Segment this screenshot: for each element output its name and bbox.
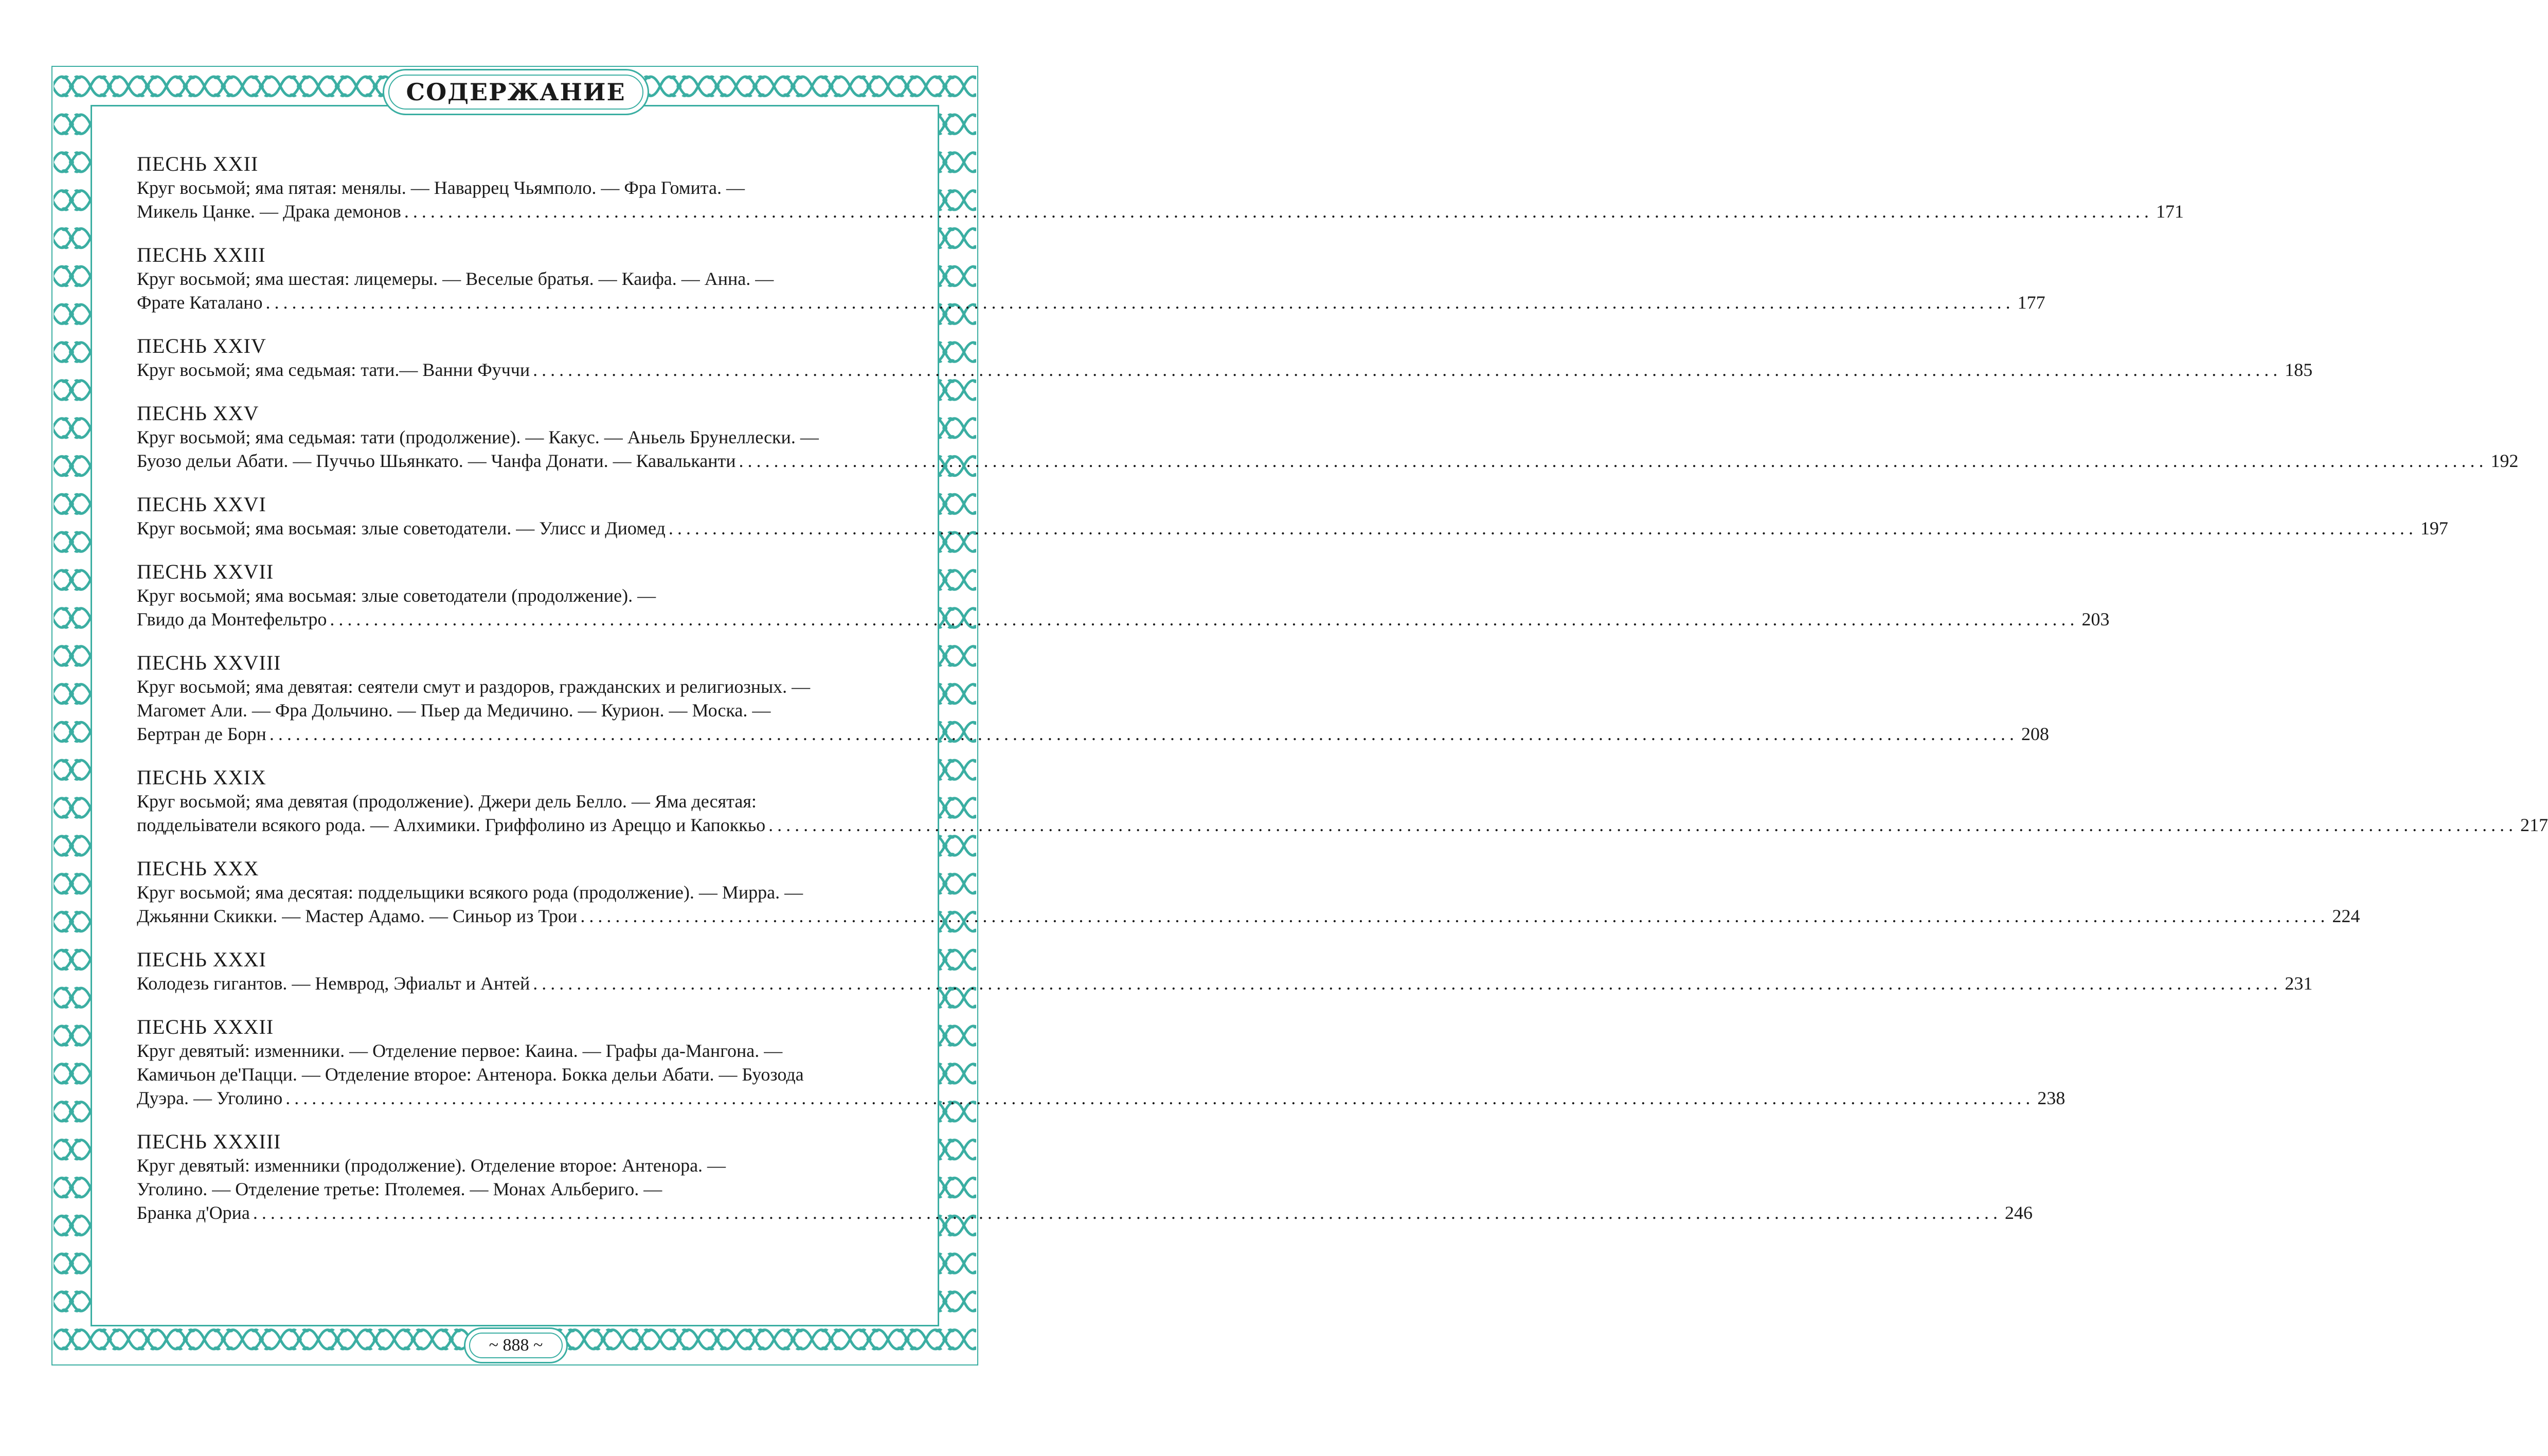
canto-summary-line: Круг восьмой; яма восьмая: злые советодатели. — Улисс и Диомед — [137, 518, 666, 538]
page-reference: 192 — [2490, 451, 2519, 471]
page-title: СОДЕРЖАНИЕ — [406, 78, 626, 106]
canto-title: ПЕСНЬ XXXIII — [137, 1130, 281, 1153]
canto-title: ПЕСНЬ XXVI — [137, 493, 266, 516]
canto-title: ПЕСНЬ XXXII — [137, 1015, 274, 1038]
canto-summary-line: Микель Цанке. — Драка демонов — [137, 201, 401, 222]
toc-entry — [137, 948, 2313, 995]
toc-entry — [137, 243, 2045, 314]
toc-entry — [137, 1015, 2066, 1110]
canto-summary-line: Круг восьмой; яма седьмая: тати.— Ванни Фуччи — [137, 359, 530, 380]
page-reference: 217 — [2520, 815, 2548, 835]
toc-leader-line — [137, 904, 2360, 928]
toc-leader-line — [137, 291, 2045, 314]
canto-summary-line: Круг восьмой; яма восьмая: злые советодатели (продолжение). — — [137, 585, 656, 606]
page-reference: 246 — [2004, 1202, 2033, 1223]
canto-title: ПЕСНЬ XXX — [137, 857, 259, 880]
toc-entry — [137, 560, 2110, 631]
table-of-contents — [137, 152, 2548, 1245]
toc-entry — [137, 152, 2184, 223]
dot-leader: ........................................................................................................................................................................................................ — [404, 201, 2153, 222]
canto-summary-line: Гвидо да Монтефельтро — [137, 609, 327, 630]
dot-leader: ........................................................................................................................................................................................................ — [533, 973, 2282, 994]
toc-leader-line — [137, 449, 2519, 473]
canto-summary-line: Круг восьмой; яма пятая: менялы. — Наваррец Чьямполо. — Фра Гомита. — — [137, 177, 745, 198]
folio-cartouche — [464, 1327, 568, 1363]
canto-summary-line: Круг девятый: изменники (продолжение). Отделение второе: Антенора. — — [137, 1155, 726, 1176]
toc-entry — [137, 493, 2448, 540]
toc-entry — [137, 857, 2360, 928]
dot-leader: ........................................................................................................................................................................................................ — [668, 518, 2417, 538]
canto-summary-line: Круг восьмой; яма девятая: сеятели смут и раздоров, гражданских и религиозных. — — [137, 676, 811, 697]
canto-summary-line: Буозо дельи Абати. — Пуччьо Шьянкато. — Чанфа Донати. — Кавальканти — [137, 451, 736, 471]
canto-title: ПЕСНЬ XXVIII — [137, 651, 281, 674]
canto-summary-line: Колодезь гигантов. — Немврод, Эфиальт и Антей — [137, 973, 530, 994]
toc-leader-line — [137, 813, 2548, 837]
page-reference: 238 — [2037, 1088, 2066, 1108]
canto-title: ПЕСНЬ XXIV — [137, 334, 266, 357]
canto-title: ПЕСНЬ XXIX — [137, 766, 266, 789]
toc-leader-line — [137, 358, 2313, 382]
page-reference: 203 — [2082, 609, 2110, 630]
toc-leader-line — [137, 516, 2448, 540]
dot-leader: ........................................................................................................................................................................................................ — [265, 292, 2015, 313]
canto-title: ПЕСНЬ XXXI — [137, 948, 266, 971]
canto-summary-line: Круг девятый: изменники. — Отделение первое: Каина. — Графы да-Мангона. — — [137, 1040, 783, 1061]
dot-leader: ........................................................................................................................................................................................................ — [533, 359, 2282, 380]
canto-title: ПЕСНЬ XXVII — [137, 560, 274, 583]
toc-leader-line — [137, 1201, 2033, 1225]
canto-title: ПЕСНЬ XXV — [137, 402, 259, 425]
page-reference: 185 — [2285, 359, 2313, 380]
canto-summary-line: Круг восьмой; яма шестая: лицемеры. — Веселые братья. — Каифа. — Анна. — — [137, 268, 774, 289]
toc-leader-line — [137, 200, 2184, 223]
canto-summary-line: Бертран де Борн — [137, 724, 266, 744]
toc-entry — [137, 651, 2049, 746]
toc-entry — [137, 1130, 2033, 1225]
dot-leader: ........................................................................................................................................................................................................ — [580, 906, 2329, 926]
title-cartouche — [383, 69, 649, 115]
toc-entry — [137, 334, 2313, 382]
toc-entry — [137, 402, 2519, 473]
canto-title: ПЕСНЬ XXIII — [137, 243, 266, 266]
page-reference: 171 — [2156, 201, 2184, 222]
page-reference: 224 — [2332, 906, 2360, 926]
page-reference: 231 — [2285, 973, 2313, 994]
dot-leader: ........................................................................................................................................................................................................ — [739, 451, 2488, 471]
canto-summary-line: Бранка д'Ориа — [137, 1202, 250, 1223]
canto-summary-line: Круг восьмой; яма десятая: поддельщики всякого рода (продолжение). — Мирра. — — [137, 882, 803, 903]
dot-leader: ........................................................................................................................................................................................................ — [330, 609, 2079, 630]
page-reference: 177 — [2017, 292, 2045, 313]
canto-summary-line: Джьянни Скикки. — Мастер Адамо. — Синьор из Трои — [137, 906, 578, 926]
toc-leader-line — [137, 1086, 2066, 1110]
canto-summary-line: Магомет Али. — Фра Дольчино. — Пьер да Медичино. — Курион. — Моска. — — [137, 700, 771, 721]
dot-leader: ........................................................................................................................................................................................................ — [285, 1088, 2035, 1108]
canto-summary-line: Дуэра. — Уголино — [137, 1088, 283, 1108]
canto-title: ПЕСНЬ XXII — [137, 152, 259, 175]
canto-summary-line: Круг восьмой; яма девятая (продолжение). Джери дель Белло. — Яма десятая: — [137, 791, 757, 812]
dot-leader: ........................................................................................................................................................................................................ — [768, 815, 2518, 835]
page-number: ~ 888 ~ — [489, 1336, 543, 1355]
toc-leader-line — [137, 972, 2313, 995]
dot-leader: ........................................................................................................................................................................................................ — [253, 1202, 2002, 1223]
toc-leader-line — [137, 607, 2110, 631]
canto-summary-line: Уголино. — Отделение третье: Птолемея. — Монах Альбериго. — — [137, 1179, 662, 1199]
page-reference: 208 — [2021, 724, 2049, 744]
toc-leader-line — [137, 722, 2049, 746]
canto-summary-line: Круг восьмой; яма седьмая: тати (продолжение). — Какус. — Аньель Брунеллески. — — [137, 427, 819, 447]
toc-entry — [137, 766, 2548, 837]
canto-summary-line: Камичьон де'Пацци. — Отделение второе: Антенора. Бокка дельи Абати. — Буозода — [137, 1064, 804, 1085]
dot-leader: ........................................................................................................................................................................................................ — [269, 724, 2018, 744]
canto-summary-line: поддельіватели всякого рода. — Алхимики. Гриффолино из Ареццо и Капоккьо — [137, 815, 766, 835]
page-reference: 197 — [2420, 518, 2448, 538]
canto-summary-line: Фрате Каталано — [137, 292, 263, 313]
